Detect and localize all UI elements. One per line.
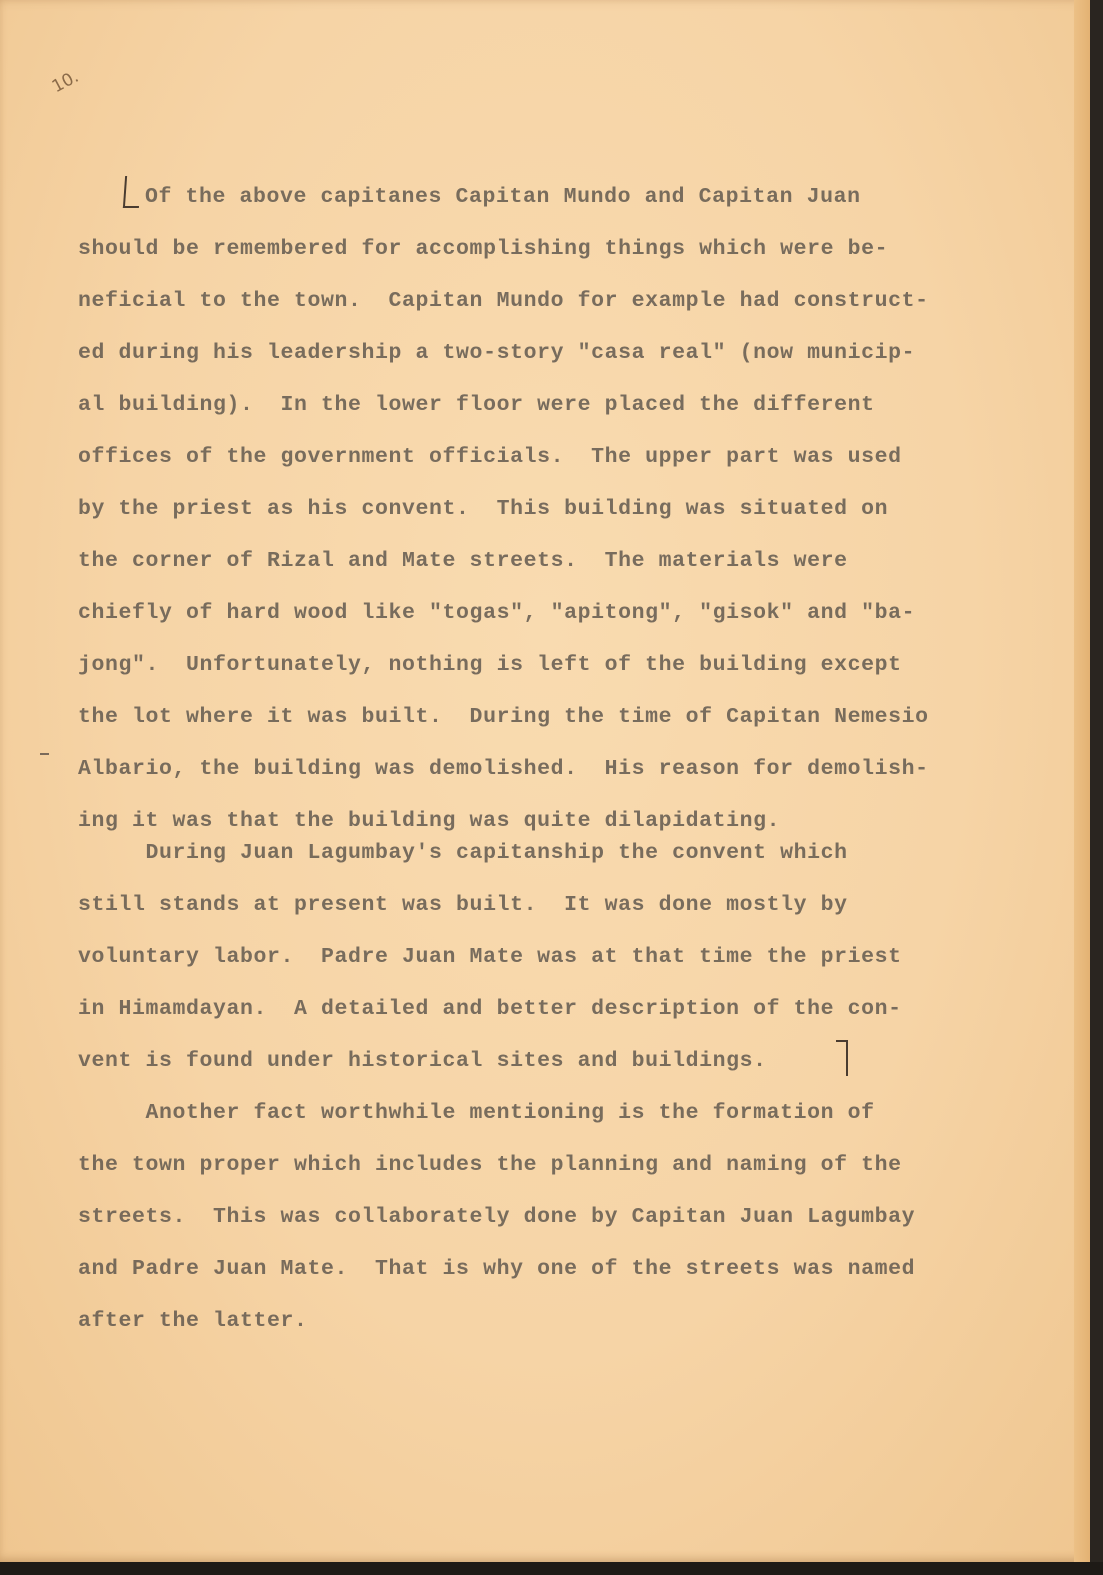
paragraph-1 <box>78 171 929 847</box>
text-line: neficial to the town. Capitan Mundo for example had construct- <box>78 289 929 313</box>
text-line: in Himamdayan. A detailed and better description of the con- <box>78 997 902 1021</box>
text-line: Another fact worthwhile mentioning is the formation of <box>78 1101 875 1125</box>
text-line: Of the above capitanes Capitan Mundo and Capitan Juan <box>145 185 861 209</box>
text-line: and Padre Juan Mate. That is why one of the streets was named <box>78 1257 916 1281</box>
text-line: vent is found under historical sites and buildings. <box>78 1049 767 1073</box>
margin-mark <box>40 753 49 755</box>
text-line: streets. This was collaborately done by Capitan Juan Lagumbay <box>78 1205 916 1229</box>
text-line: voluntary labor. Padre Juan Mate was at that time the priest <box>78 945 902 969</box>
paragraph-3 <box>78 1087 915 1347</box>
handwritten-page-number: 10. <box>48 66 83 98</box>
paper-edge <box>1074 0 1090 1562</box>
text-line: ing it was that the building was quite dilapidating. <box>78 809 781 833</box>
text-line: should be remembered for accomplishing things which were be- <box>78 237 889 261</box>
text-line: chiefly of hard wood like "togas", "apitong", "gisok" and "ba- <box>78 601 916 625</box>
text-line: the corner of Rizal and Mate streets. The materials were <box>78 549 848 573</box>
text-line: offices of the government officials. The upper part was used <box>78 445 902 469</box>
text-line: by the priest as his convent. This building was situated on <box>78 497 889 521</box>
paragraph-2 <box>78 827 902 1087</box>
text-line: ed during his leadership a two-story "casa real" (now municip- <box>78 341 916 365</box>
text-line: still stands at present was built. It was done mostly by <box>78 893 848 917</box>
text-line: jong". Unfortunately, nothing is left of the building except <box>78 653 902 677</box>
text-line: the lot where it was built. During the time of Capitan Nemesio <box>78 705 929 729</box>
text-line: the town proper which includes the planning and naming of the <box>78 1153 902 1177</box>
scan-bottom-border <box>0 1562 1103 1575</box>
text-line: after the latter. <box>78 1309 308 1333</box>
text-line: During Juan Lagumbay's capitanship the convent which <box>78 841 848 865</box>
text-line: al building). In the lower floor were placed the different <box>78 393 875 417</box>
text-line: Albario, the building was demolished. His reason for demolish- <box>78 757 929 781</box>
